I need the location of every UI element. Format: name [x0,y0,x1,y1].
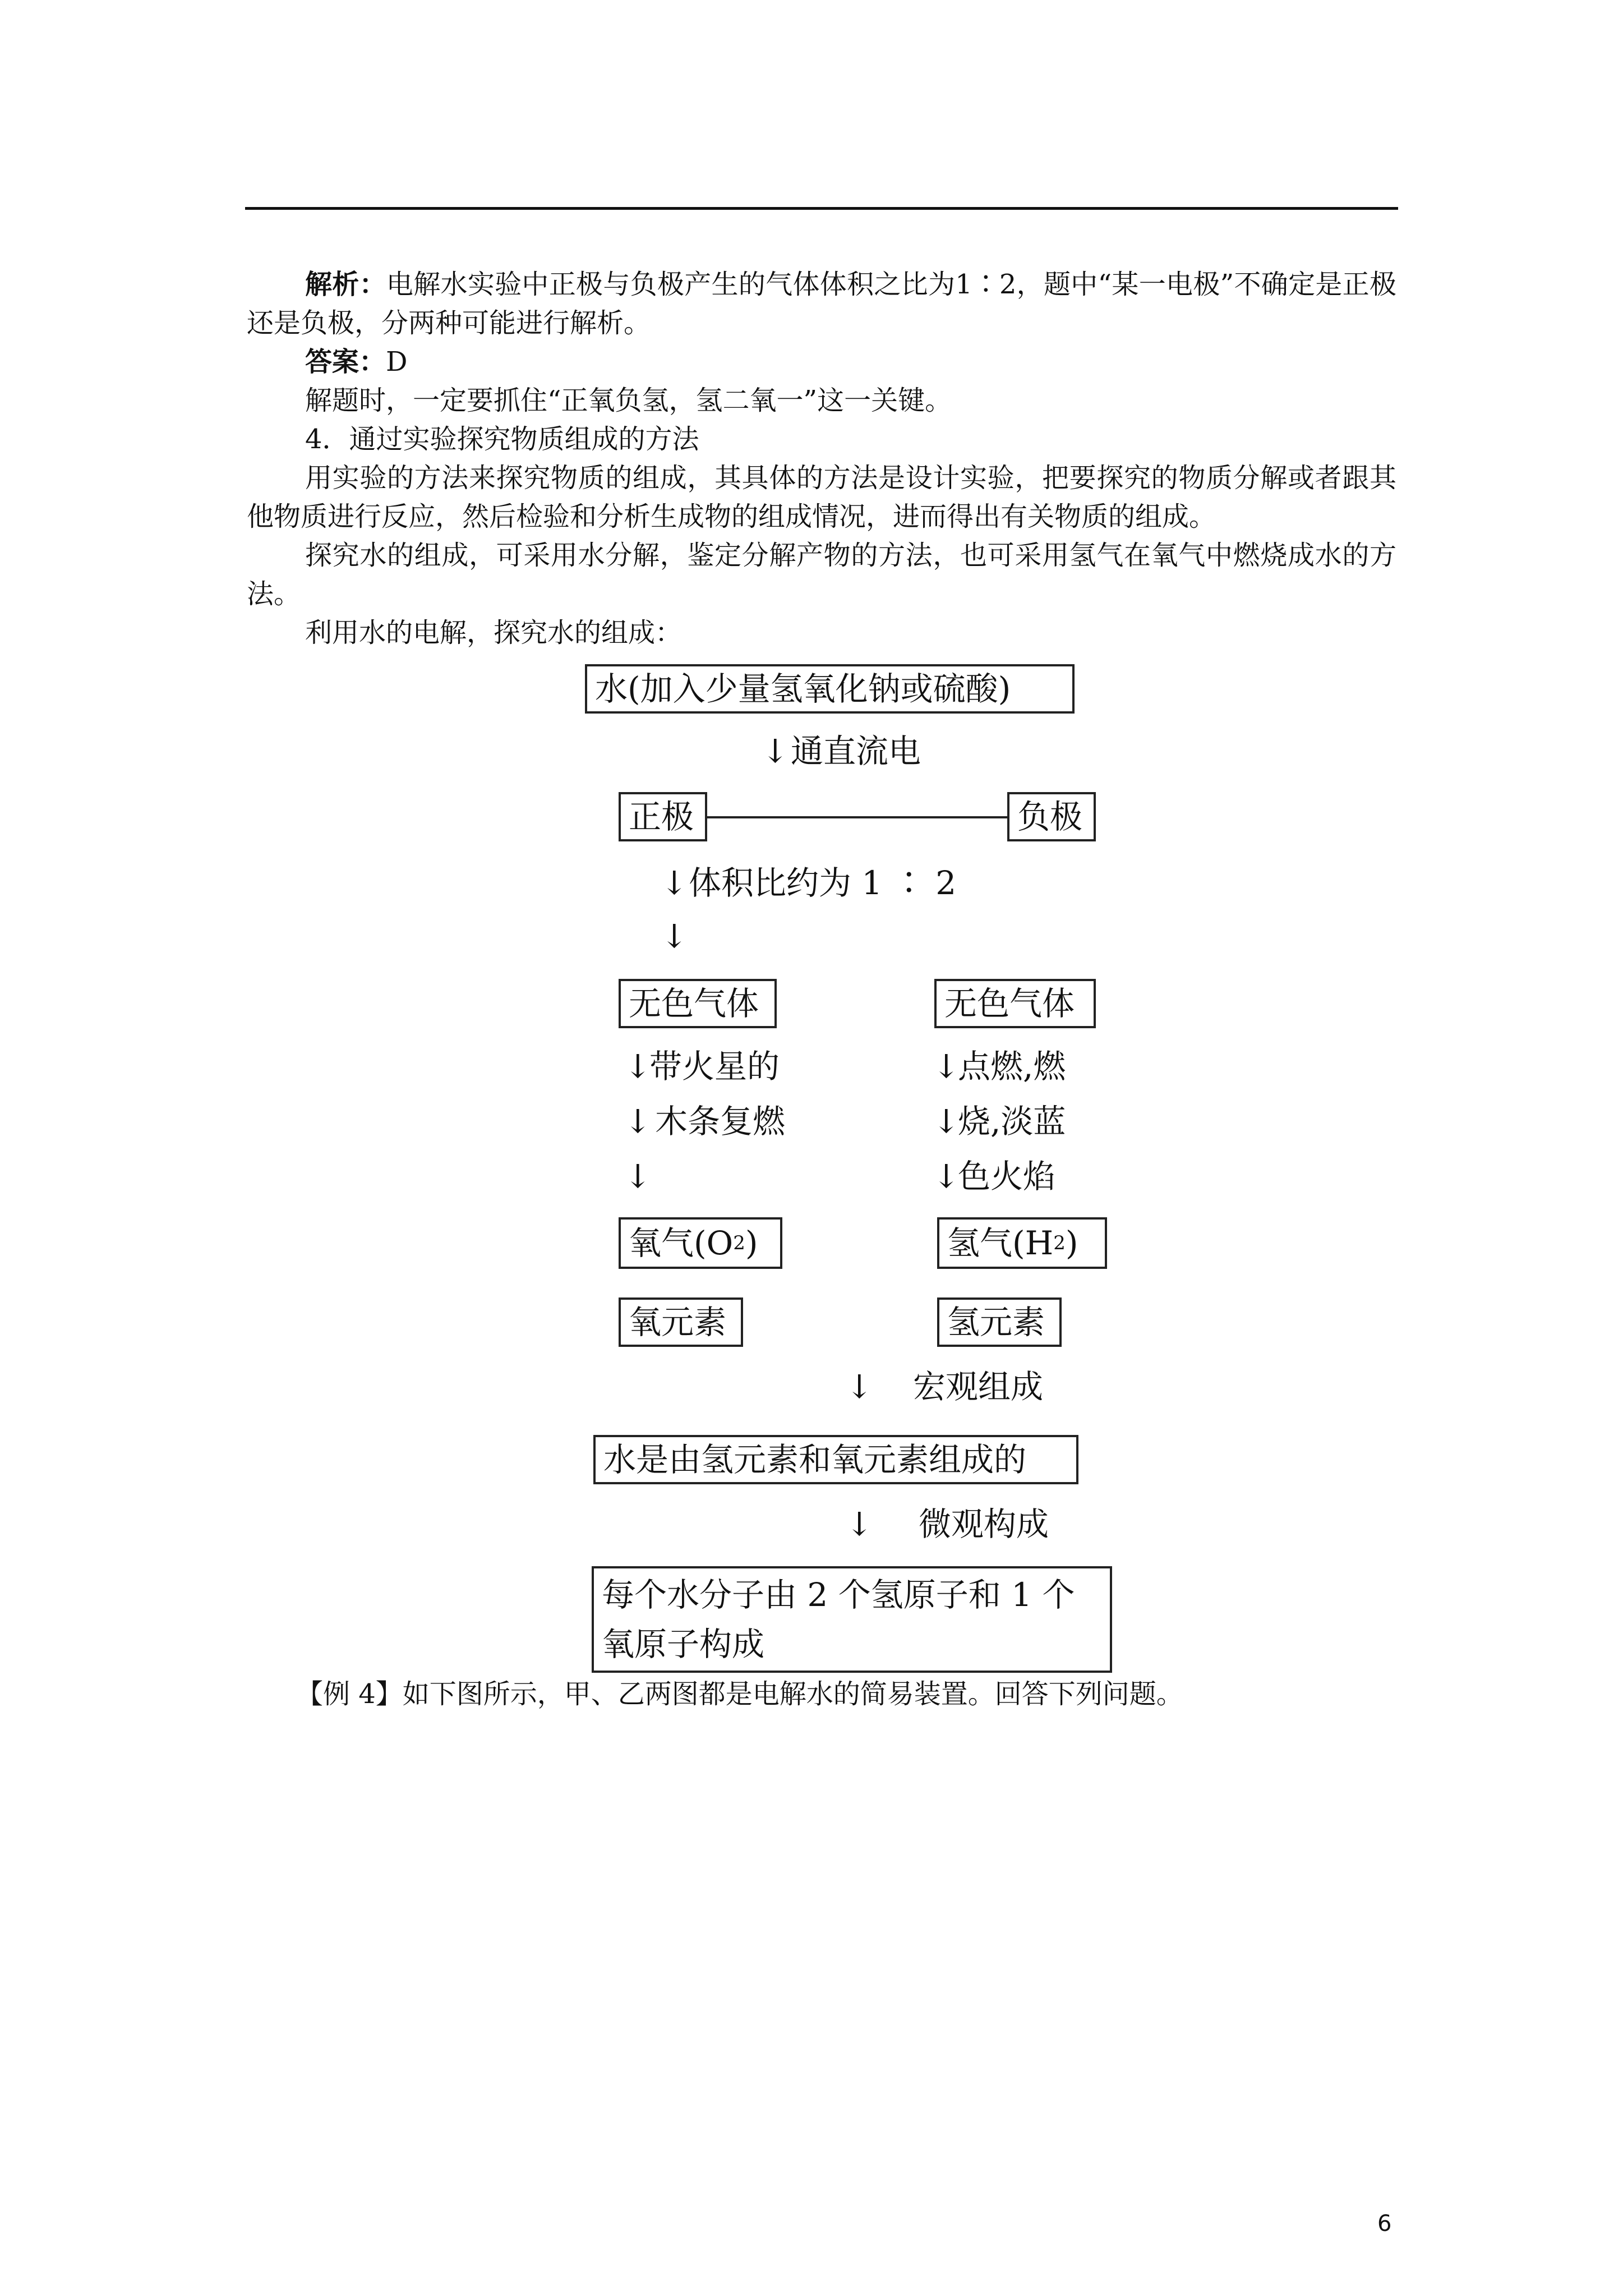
answer-label: 答案： [305,346,386,378]
page-number: 6 [1377,2211,1392,2237]
arrow-left-3: ↓ [624,1157,652,1195]
method-paragraph: 用实验的方法来探究物质的组成，其具体的方法是设计实验，把要探究的物质分解或者跟其他物质进行反应，然后检验和分析生成物的组成情况，进而得出有关物质的组成。 [247,462,1396,532]
arrow-electrify: ↓ [762,732,789,770]
analysis-text: 电解水实验中正极与负极产生的气体体积之比为1∶2，题中“某一电极”不确定是正极还是负极，分两种可能进行解析。 [247,269,1396,339]
step-macro: 宏观组成 [913,1368,1044,1406]
water-methods-paragraph: 探究水的组成，可采用水分解，鉴定分解产物的方法，也可采用氢气在氧气中燃烧成水的方法。 [247,540,1396,610]
example-line: 【例 4】如下图所示，甲、乙两图都是电解水的简易装置。回答下列问题。 [296,1678,1183,1710]
oxygen-text: 氧气(O [629,1224,734,1262]
gas-left-box: 无色气体 [619,979,777,1028]
right-test-2: 烧,淡蓝 [958,1102,1066,1140]
micro-line-1: 每个水分子由 2 个氢原子和 1 个 [602,1576,1075,1614]
water-box: 水(加入少量氢氧化钠或硫酸) [585,664,1075,714]
analysis-paragraph [247,265,1396,343]
step-ratio: 体积比约为 1 ∶ 2 [689,864,957,902]
gas-right-box: 无色气体 [934,979,1096,1028]
left-test-1: 带火星的 [649,1047,780,1085]
oxygen-subscript: 2 [733,1232,745,1254]
header-rule [245,207,1398,210]
arrow-left-1: ↓ [624,1047,652,1085]
left-test-2: 木条复燃 [655,1102,786,1140]
connector-line [707,816,1007,818]
arrow-micro: ↓ [846,1505,873,1543]
flow-intro: 利用水的电解，探究水的组成： [305,617,683,648]
arrow-right-3: ↓ [933,1157,960,1195]
section-heading: 4．通过实验探究物质组成的方法 [305,424,699,455]
micro-line-2: 氧原子构成 [602,1625,765,1663]
hydrogen-subscript: 2 [1053,1232,1066,1254]
right-test-1: 点燃,燃 [958,1047,1066,1085]
arrow-right-2: ↓ [933,1102,960,1140]
step-electrify: 通直流电 [791,732,921,770]
hydrogen-close: ) [1065,1224,1078,1262]
positive-box: 正极 [619,792,707,841]
negative-box: 负极 [1007,792,1096,841]
step-micro: 微观构成 [919,1505,1049,1543]
tip-paragraph: 解题时，一定要抓住“正氧负氢，氢二氧一”这一关键。 [305,385,952,416]
arrow-right-1: ↓ [933,1047,960,1085]
micro-box [592,1566,1112,1673]
hydrogen-text: 氢气(H [947,1224,1054,1262]
arrow-left-2: ↓ [624,1102,652,1140]
arrow-ratio: ↓ [661,864,688,902]
arrow-left-extra: ↓ [661,917,688,955]
answer-paragraph [247,343,1396,381]
hydrogen-element-box: 氢元素 [937,1297,1062,1347]
oxygen-close: ) [745,1224,758,1262]
oxygen-box [619,1217,782,1269]
analysis-label: 解析： [305,269,386,300]
right-test-3: 色火焰 [958,1157,1056,1195]
oxygen-element-box: 氧元素 [619,1297,743,1347]
macro-box: 水是由氢元素和氧元素组成的 [593,1435,1078,1484]
answer-text: D [386,346,408,378]
arrow-macro: ↓ [846,1368,873,1406]
hydrogen-box [937,1217,1107,1269]
